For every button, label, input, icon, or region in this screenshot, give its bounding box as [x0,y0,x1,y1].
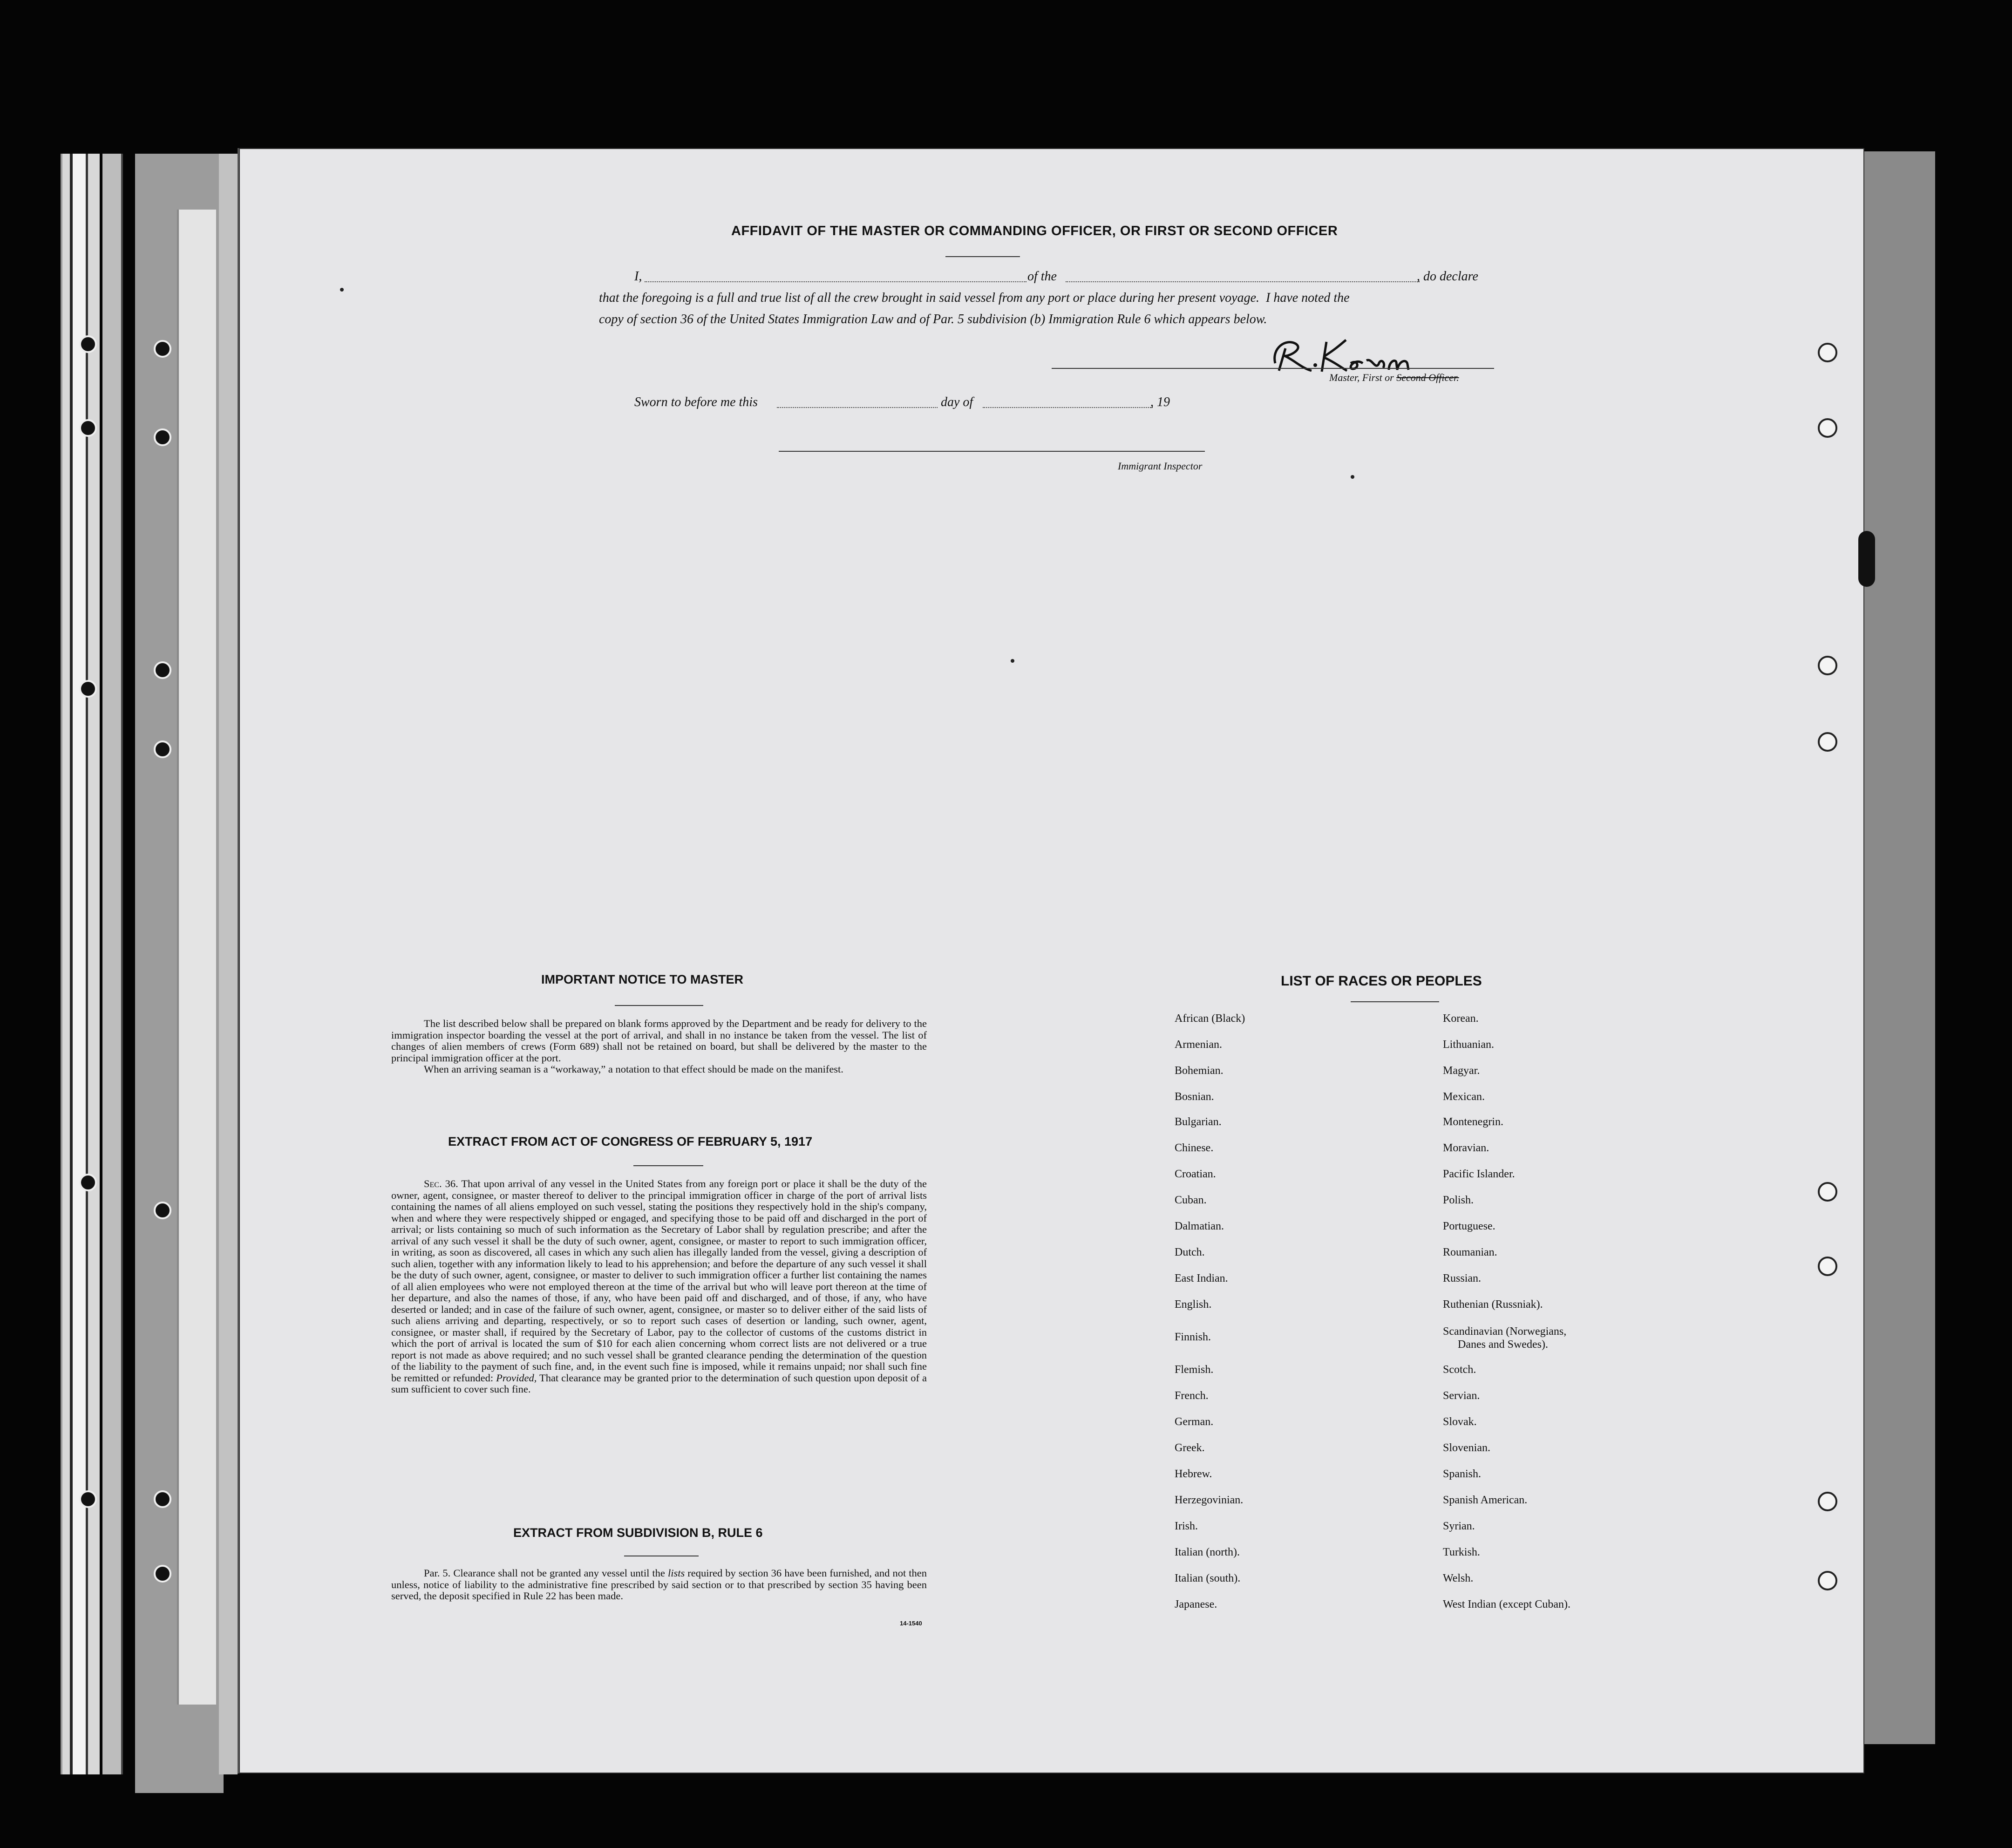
affidavit-i-label: I, [634,269,642,284]
race-item: Ruthenian (Russniak). [1443,1298,1543,1311]
binding-hole [154,661,171,679]
race-item: Russian. [1443,1272,1482,1284]
divider [633,1165,703,1166]
divider [1351,1001,1439,1002]
race-item: Syrian. [1443,1520,1475,1532]
race-item: Mexican. [1443,1091,1485,1103]
race-item: Spanish American. [1443,1494,1528,1506]
form-number: 14-1540 [900,1620,922,1627]
binding-hole [154,1202,171,1219]
year-label: , 19 [1150,395,1170,409]
day-of-label: day of [941,395,973,409]
affidavit-title: AFFIDAVIT OF THE MASTER OR COMMANDING OFFICER, OR FIRST OR SECOND OFFICER [731,224,1338,238]
binding-hole [154,741,171,758]
punch-hole [1818,418,1837,438]
speck [340,288,344,292]
ink-mark [1858,531,1875,587]
punch-hole [1818,343,1837,362]
par-5-paragraph [391,1568,927,1602]
section-36-paragraph [391,1178,927,1395]
punch-hole [1818,1182,1837,1202]
extract-act-title: EXTRACT FROM ACT OF CONGRESS OF FEBRUARY 5, 1917 [448,1135,813,1148]
affidavit-of-the-label: of the [1027,269,1057,284]
section-36-text: That upon arrival of any vessel in the United States from any foreign port or place it shall be the duty of the owner, agent, consignee, or master thereof to deliver to the principal immigration officer in charge of the port of arrival lists containing the names of all aliens employed on such vessel, stating the positions they respectively hold in the ship's company, when and where they were respectively shipped or engaged, and specifying those to be paid off and discharged in the port of arrival; or lists containing so much of such information as the Secretary of Labor shall by regulation prescribe; and after the arrival of any such vessel it shall be the duty of such owner, agent, consignee, or master to report to such immigration officer, in writing, as soon as discovered, all cases in which any such alien has illegally landed from the vessel, giving a description of such alien, together with any information likely to lead to his apprehension; and before the departure of any such vessel it shall be the duty of such owner, agent, consignee, or master to deliver to such immigration officer a further list containing the names of all alien employees who were not employed thereon at the time of the arrival but who will leave port thereon at the time of her departure, and also the names of those, if any, who have been paid off and discharged, and of those, if any, who have deserted or landed; and in case of the failure of such owner, agent, consignee, or master so to deliver either of the said lists of such aliens arriving and departing, respectively, or so to report such cases of desertion or landing, such owner, agent, consignee, or master shall, if required by the Secretary of Labor, pay to the collector of customs of the customs district in which the port of arrival is located the sum of $10 for each alien concerning whom correct lists are not delivered or a true report is not made as above required; and no such vessel shall be granted clearance pending the determination of the question of the liability to the payment of such fine, and, in the event such fine is imposed, while it remains unpaid; nor shall such fine be remitted or refunded: [391,1178,927,1384]
race-item: Armenian. [1175,1039,1222,1051]
punch-hole [1818,1257,1837,1276]
signer-label [1329,372,1459,384]
race-item: Slovenian. [1443,1442,1490,1454]
race-item: Scotch. [1443,1364,1476,1376]
extract-rule-body [391,1568,927,1602]
affidavit-line-2: that the foregoing is a full and true list of all the crew brought in said vessel from any port or place during her present voyage. I have noted the [599,291,1350,305]
race-item: Portuguese. [1443,1220,1495,1232]
divider [945,256,1020,257]
notice-body [391,1018,927,1075]
race-item: Lithuanian. [1443,1039,1494,1051]
affidavit-declare-label: , do declare [1417,269,1478,284]
race-item: French. [1175,1390,1209,1402]
race-item: Irish. [1175,1520,1198,1532]
binder-edge [70,154,88,1774]
signer-label-master: Master, First or [1329,372,1397,383]
provided-keyword: Provided, [496,1372,537,1384]
race-item: Spanish. [1443,1468,1482,1480]
extract-act-body [391,1178,927,1395]
race-item: Chinese. [1175,1142,1214,1154]
punch-hole [1818,656,1837,675]
punch-hole [1818,1492,1837,1511]
race-item: Roumanian. [1443,1246,1497,1258]
race-item: African (Black) [1175,1012,1245,1025]
signature-line [1052,368,1494,369]
punch-hole [1818,1571,1837,1590]
race-item: Slovak. [1443,1416,1477,1428]
signer-label-second-officer: Second Officer. [1396,372,1459,383]
inspector-signature-line [779,451,1205,452]
scandinavian-continuation: Danes and Swedes). [1458,1338,1548,1351]
sworn-day-blank [777,407,938,408]
race-item: Italian (north). [1175,1546,1240,1558]
binding-hole [79,680,97,698]
race-item: Moravian. [1443,1142,1489,1154]
race-item: Magyar. [1443,1065,1480,1077]
vessel-blank [1066,281,1420,282]
race-item: Greek. [1175,1442,1205,1454]
officer-signature [1267,334,1416,376]
affidavit-line-3: copy of section 36 of the United States Immigration Law and of Par. 5 subdivision (b) Immigration Rule 6 which appears below. [599,312,1267,326]
race-item: Welsh. [1443,1572,1474,1584]
race-item: Croatian. [1175,1168,1216,1180]
race-item: Herzegovinian. [1175,1494,1244,1506]
races-title: LIST OF RACES OR PEOPLES [1281,973,1482,989]
race-item: Hebrew. [1175,1468,1212,1480]
inspector-label: Immigrant Inspector [1118,460,1203,472]
lists-keyword: lists [667,1567,685,1579]
race-item: Bohemian. [1175,1065,1224,1077]
race-item: East Indian. [1175,1272,1228,1284]
binder-edge [102,154,123,1774]
binding-hole [79,335,97,353]
stacked-page-edge [1861,151,1935,1744]
race-item: Korean. [1443,1012,1479,1025]
race-item: West Indian (except Cuban). [1443,1598,1570,1610]
race-item: Servian. [1443,1390,1480,1402]
sworn-month-blank [983,407,1153,408]
race-item: Polish. [1443,1194,1474,1206]
binding-hole [154,340,171,358]
notice-title: IMPORTANT NOTICE TO MASTER [541,972,743,986]
race-item: Bosnian. [1175,1091,1214,1103]
race-item: Bulgarian. [1175,1116,1222,1128]
par-5-text-b: required by section 36 have been furnished, and not then unless, notice of liability to the administrative fine prescribed by said section or to that prescribed by section 35 having been served, the deposit specified in Rule 22 has been made. [391,1567,927,1602]
par-5-text-a: Par. 5. Clearance shall not be granted any vessel until the [424,1567,668,1579]
race-item: Dalmatian. [1175,1220,1224,1232]
binding-hole [154,1490,171,1508]
notice-paragraph-1: The list described below shall be prepared on blank forms approved by the Department and be ready for delivery to the immigration inspector boarding the vessel at the port of arrival, and shall in no instance be taken from the vessel. The list of changes of alien members of crews (Form 689) shall not be retained on board, but shall be delivered by the master to the principal immigration officer at the port. [391,1018,927,1064]
binding-hole [79,1174,97,1191]
race-item: Flemish. [1175,1364,1214,1376]
race-item: Italian (south). [1175,1572,1241,1584]
binding-hole [79,419,97,437]
binding-hole [79,1490,97,1508]
race-item: Pacific Islander. [1443,1168,1515,1180]
notice-paragraph-2: When an arriving seaman is a “workaway,” a notation to that effect should be made on the manifest. [424,1063,843,1075]
race-item: English. [1175,1298,1212,1311]
race-item: Cuban. [1175,1194,1207,1206]
race-item: Montenegrin. [1443,1116,1503,1128]
stacked-page-edge [219,154,238,1774]
binding-hole [154,428,171,446]
punch-hole [1818,732,1837,752]
sworn-label: Sworn to before me this [634,395,758,409]
speck [1351,475,1354,479]
section-36-text-end: That clearance may be granted prior to the determination of such question upon deposit of a sum sufficient to cover such fine. [391,1372,927,1395]
race-item: Scandinavian (Norwegians, [1443,1325,1567,1338]
binding-hole [154,1565,171,1583]
section-label: Sec. 36. [424,1178,458,1189]
race-item: Turkish. [1443,1546,1480,1558]
race-item: Dutch. [1175,1246,1205,1258]
stacked-page-edge [177,210,216,1705]
race-item: German. [1175,1416,1214,1428]
race-item: Japanese. [1175,1598,1217,1610]
extract-rule-title: EXTRACT FROM SUBDIVISION B, RULE 6 [513,1526,763,1540]
divider [615,1005,703,1006]
speck [1011,659,1014,663]
name-blank [645,281,1026,282]
race-item: Finnish. [1175,1331,1211,1343]
manifest-page [238,148,1864,1773]
